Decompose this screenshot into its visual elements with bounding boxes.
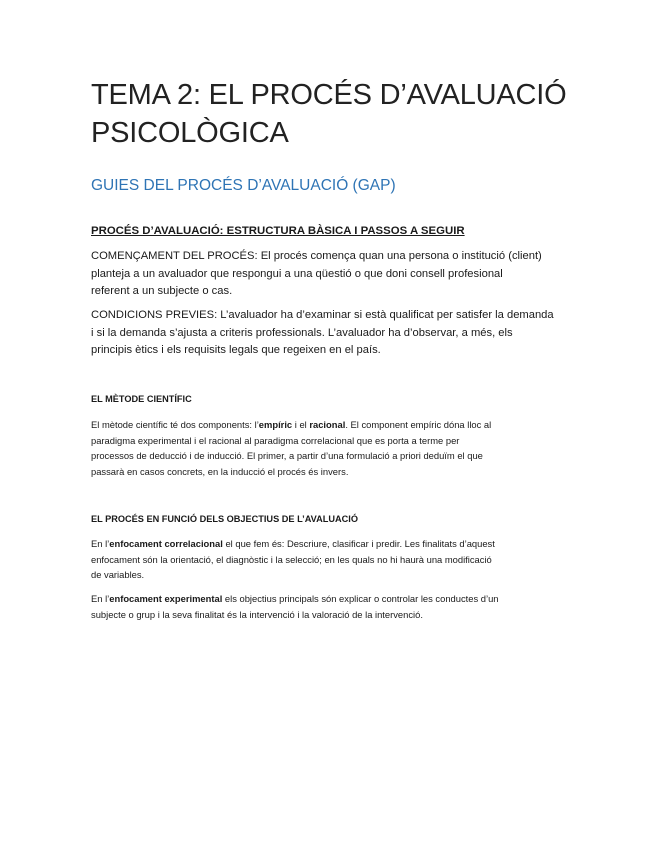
title-line-1: TEMA 2: EL PROCÉS D’AVALUACIÓ bbox=[91, 79, 567, 111]
text-span: el que fem és: Descriure, clasificar i predir. Les finalitats d’aquest bbox=[222, 538, 495, 549]
paragraph-experimental bbox=[91, 591, 571, 622]
paragraph-line bbox=[91, 536, 571, 552]
bold-term-racional: racional bbox=[309, 419, 346, 430]
paragraph-line: de variables. bbox=[91, 569, 145, 581]
paragraph-line: paradigma experimental i el racional al paradigma correlacional que es porta a terme per bbox=[91, 434, 460, 446]
paragraph-line: planteja a un avaluador que respongui a una qüestió o que doni consell profesional bbox=[91, 267, 503, 280]
title-line-2: PSICOLÒGICA bbox=[91, 117, 289, 149]
paragraph-line: CONDICIONS PREVIES: L’avaluador ha d’examinar si està qualificat per satisfer la demanda bbox=[91, 309, 554, 321]
section-heading-gap: GUIES DEL PROCÉS D’AVALUACIÓ (GAP) bbox=[91, 177, 396, 194]
bold-term-empiric: empíric bbox=[258, 419, 293, 430]
paragraph-line bbox=[91, 591, 571, 607]
paragraph-condicions bbox=[91, 307, 571, 360]
paragraph-line: subjecte o grup i la seva finalitat és la intervenció i la valoració de la intervenció. bbox=[91, 608, 423, 620]
section-heading-metode: EL MÈTODE CIENTÍFIC bbox=[91, 394, 192, 404]
text-span: El mètode científic té dos components: l’ bbox=[91, 419, 259, 430]
paragraph-line: enfocament són la orientació, el diagnòstic i la selecció; en les quals no hi haurà una modificació bbox=[91, 553, 492, 565]
page-title bbox=[91, 76, 571, 152]
text-span: En l’ bbox=[91, 538, 110, 549]
bold-term-correlacional: enfocament correlacional bbox=[109, 538, 223, 549]
paragraph-line: referent a un subjecte o cas. bbox=[91, 285, 233, 297]
text-span: i el bbox=[292, 419, 310, 430]
text-span: . El component empíric dóna lloc al bbox=[345, 419, 492, 430]
paragraph-line: i si la demanda s’ajusta a criteris professionals. L’avaluador ha d’observar, a més, els bbox=[91, 326, 513, 339]
paragraph-line: passarà en casos concrets, en la inducció el procés és invers. bbox=[91, 466, 349, 478]
text-span: els objectius principals són explicar o controlar les conductes d’un bbox=[222, 593, 499, 604]
section-heading-objectius: EL PROCÉS EN FUNCIÓ DELS OBJECTIUS DE L’AVALUACIÓ bbox=[91, 514, 358, 524]
paragraph-correlacional bbox=[91, 536, 571, 583]
paragraph-line: processos de deducció i de inducció. El primer, a partir d’una formulació a priori deduïm el que bbox=[91, 450, 483, 462]
paragraph-comencament bbox=[91, 248, 571, 301]
bold-term-experimental: enfocament experimental bbox=[109, 593, 223, 604]
paragraph-metode bbox=[91, 417, 571, 480]
subsection-heading-estructura: PROCÉS D’AVALUACIÓ: ESTRUCTURA BÀSICA I PASSOS A SEGUIR bbox=[91, 225, 465, 237]
text-span: En l’ bbox=[91, 593, 110, 604]
paragraph-line: principis ètics i els requisits legals que regeixen en el país. bbox=[91, 344, 381, 356]
paragraph-line bbox=[91, 417, 571, 433]
paragraph-line: COMENÇAMENT DEL PROCÉS: El procés comença quan una persona o institució (client) bbox=[91, 250, 542, 262]
